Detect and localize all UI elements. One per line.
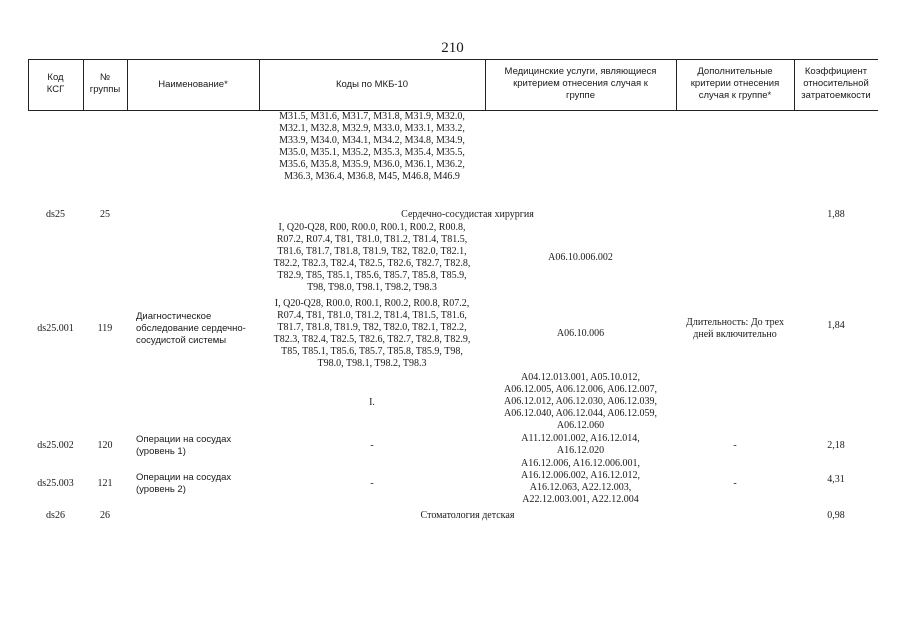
row-ds25-001-name: Диагностическое обследование сердечно- сосудистой системы — [136, 311, 246, 346]
page-number: 210 — [441, 40, 464, 56]
row-ds25-001-code: ds25.001 — [37, 323, 74, 334]
row-ds25-003-coefficient: 4,31 — [827, 474, 845, 485]
row-ds25-001-icd-c: I. — [369, 397, 375, 408]
row-ds25-002-icd: - — [370, 440, 374, 451]
row-ds25-001-criteria: Длительность: До трех дней включительно — [686, 317, 784, 340]
header-name: Наименование* — [158, 79, 228, 90]
row-ds26-coefficient: 0,98 — [827, 510, 845, 521]
row-ds25-003-icd: - — [370, 478, 374, 489]
row-ds25-code: ds25 — [46, 209, 65, 220]
row-ds25-001-icd-b: I, Q20-Q28, R00.0, R00.1, R00.2, R00.8, R07.2, R07.4, T81, T81.0, T81.2, T81.4, T81.5, T81.6, T81.7, T81.8, T81.9, T82, T82.0, T82.1, T82.2, T82.3, T82.4, T82.5, T82.6, T82.7, T82.8, T82.9, T85, T85.1, T85.6, T85.7, T85.8, T85.9, T98, T98.0, T98.1, T98.2, T98.3 — [273, 298, 471, 369]
row-ds25-002-group: 120 — [97, 440, 113, 451]
header-coefficient: Коэффициент относительной затратоемкости — [801, 66, 871, 101]
row-ds25-001-services-c: A04.12.013.001, A05.10.012, A06.12.005, A06.12.006, A06.12.007, A06.12.012, A06.12.030, A06.12.039, A06.12.040, A06.12.044, A06.12.059, A06.12.060 — [503, 372, 658, 431]
header-group-number: № группы — [89, 72, 121, 95]
header-medical-services: Медицинские услуги, являющиеся критерием отнесения случая к группе — [504, 66, 657, 101]
header-additional-criteria: Дополнительные критерии отнесения случая к группе* — [690, 66, 780, 101]
row-ds26-code: ds26 — [46, 510, 65, 521]
row-ds25-002-name: Операции на сосудах (уровень 1) — [136, 434, 232, 457]
header-icd-codes: Коды по МКБ-10 — [335, 79, 409, 90]
row-ds25-coefficient: 1,88 — [827, 209, 845, 220]
row-ds26-group: 26 — [100, 510, 110, 521]
row-ds25-003-code: ds25.003 — [37, 478, 74, 489]
row-ds25-title: Сердечно-сосудистая хирургия — [401, 209, 534, 220]
row-ds25-group: 25 — [100, 209, 110, 220]
continuation-icd-codes: M31.5, M31.6, M31.7, M31.8, M31.9, M32.0, M32.1, M32.8, M32.9, M33.0, M33.1, M33.2, M33.9, M34.0, M34.1, M34.2, M34.8, M34.9, M35.0, M35.1, M35.2, M35.3, M35.4, M35.5, M35.6, M35.8, M35.9, M36.0, M36.1, M36.2, M36.3, M36.4, M36.8, M45, M46.8, M46.9 — [279, 111, 465, 182]
row-ds25-003-services: A16.12.006, A16.12.006.001, A16.12.006.002, A16.12.012, A16.12.063, A22.12.003, A22.12.003.001, A22.12.004 — [521, 458, 640, 505]
row-ds25-003-criteria: - — [733, 478, 737, 489]
row-ds26-title: Стоматология детская — [420, 510, 515, 521]
header-top-border — [28, 59, 878, 60]
row-ds25-003-group: 121 — [97, 478, 113, 489]
row-ds25-002-services: A11.12.001.002, A16.12.014, A16.12.020 — [521, 433, 640, 456]
row-ds25-002-code: ds25.002 — [37, 440, 74, 451]
row-ds25-001-service-a: A06.10.006.002 — [548, 252, 613, 263]
row-ds25-002-coefficient: 2,18 — [827, 440, 845, 451]
row-ds25-001-icd-a: I, Q20-Q28, R00, R00.0, R00.1, R00.2, R00.8, R07.2, R07.4, T81, T81.0, T81.2, T81.4, T81.5, T81.6, T81.7, T81.8, T81.9, T82, T82.0, T82.1, T82.2, T82.3, T82.4, T82.5, T82.6, T82.7, T82.8, T82.9, T85, T85.1, T85.6, T85.7, T85.8, T85.9, T98, T98.0, T98.1, T98.2, T98.3 — [273, 222, 471, 293]
row-ds25-001-coefficient: 1,84 — [827, 320, 845, 331]
row-ds25-003-name: Операции на сосудах (уровень 2) — [136, 472, 232, 495]
row-ds25-001-service-b: A06.10.006 — [556, 328, 605, 339]
header-code-ksg: Код КСГ — [46, 72, 65, 95]
row-ds25-002-criteria: - — [733, 440, 737, 451]
row-ds25-001-group: 119 — [97, 323, 113, 334]
